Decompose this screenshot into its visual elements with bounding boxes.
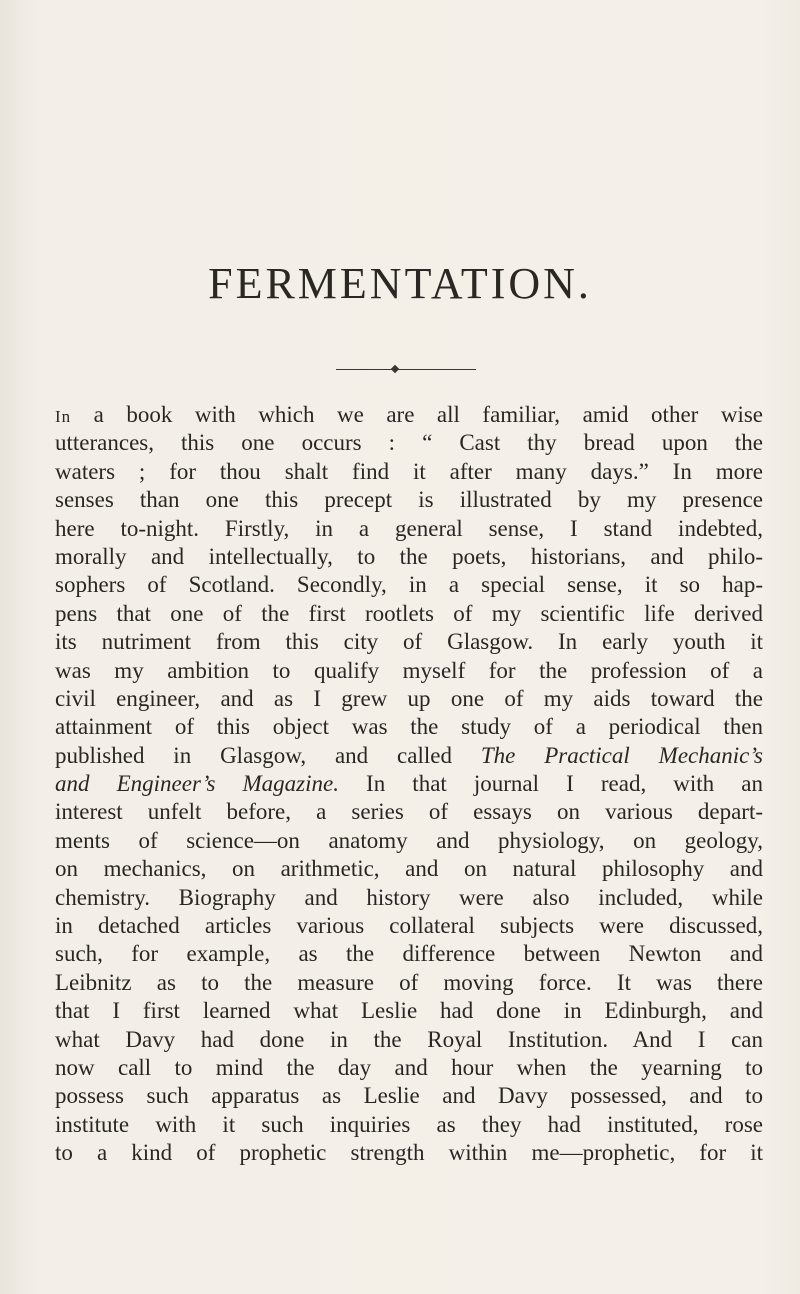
ornament-line: [336, 369, 476, 370]
text-line: [55, 742, 763, 770]
text-line: morally and intellectually, to the poets, historians, and philo-: [55, 543, 763, 569]
small-caps-opening: In: [55, 407, 72, 426]
ornament-diamond-icon: [391, 365, 399, 373]
text-line: [55, 401, 763, 429]
text-line: its nutriment from this city of Glasgow. In early youth it: [55, 629, 763, 655]
text-line: ments of science—on anatomy and physiology, on geology,: [55, 827, 763, 853]
text-line: that I first learned what Leslie had done in Edinburgh, and: [55, 998, 763, 1024]
text-line: what Davy had done in the Royal Institution. And I can: [55, 1026, 763, 1052]
text-line: such, for example, as the difference between Newton and: [55, 941, 763, 967]
text-line: to a kind of prophetic strength within me—prophetic, for it: [55, 1140, 763, 1166]
text-line: now call to mind the day and hour when the yearning to: [55, 1054, 763, 1080]
text-line: institute with it such inquiries as they had instituted, rose: [55, 1111, 763, 1137]
text-line: possess such apparatus as Leslie and Davy possessed, and to: [55, 1083, 763, 1109]
text-line: here to-night. Firstly, in a general sense, I stand indebted,: [55, 515, 763, 541]
title-ornament-rule: [336, 366, 476, 374]
text-line: senses than one this precept is illustrated by my presence: [55, 487, 763, 513]
text-line: attainment of this object was the study of a periodical then: [55, 714, 763, 740]
text-line: pens that one of the first rootlets of my scientific life derived: [55, 600, 763, 626]
text-line: interest unfelt before, a series of essays on various depart-: [55, 799, 763, 825]
chapter-title: FERMENTATION.: [208, 259, 592, 308]
text-line-start: published in Glasgow, and called: [55, 742, 481, 768]
text-line: civil engineer, and as I grew up one of my aids toward the: [55, 685, 763, 711]
text-line: [55, 770, 763, 798]
text-line: on mechanics, on arithmetic, and on natural philosophy and: [55, 856, 763, 882]
text-line: was my ambition to qualify myself for the profession of a: [55, 657, 763, 683]
text-line: chemistry. Biography and history were also included, while: [55, 884, 763, 910]
text-line-rest: a book with which we are all familiar, amid other wise: [71, 402, 763, 427]
text-line: utterances, this one occurs : “ Cast thy bread upon the: [55, 430, 763, 456]
text-line-rest: In that journal I read, with an: [338, 771, 763, 797]
text-line: in detached articles various collateral subjects were discussed,: [55, 913, 763, 939]
text-line: sophers of Scotland. Secondly, in a special sense, it so hap-: [55, 572, 763, 598]
body-paragraph: [55, 401, 763, 1168]
magazine-title-italic: The Practical Mechanic’s: [480, 742, 763, 768]
text-line: Leibnitz as to the measure of moving force. It was there: [55, 969, 763, 995]
magazine-title-italic-cont: and Engineer’s Magazine.: [55, 771, 339, 797]
text-line: waters ; for thou shalt find it after many days.” In more: [55, 458, 763, 484]
